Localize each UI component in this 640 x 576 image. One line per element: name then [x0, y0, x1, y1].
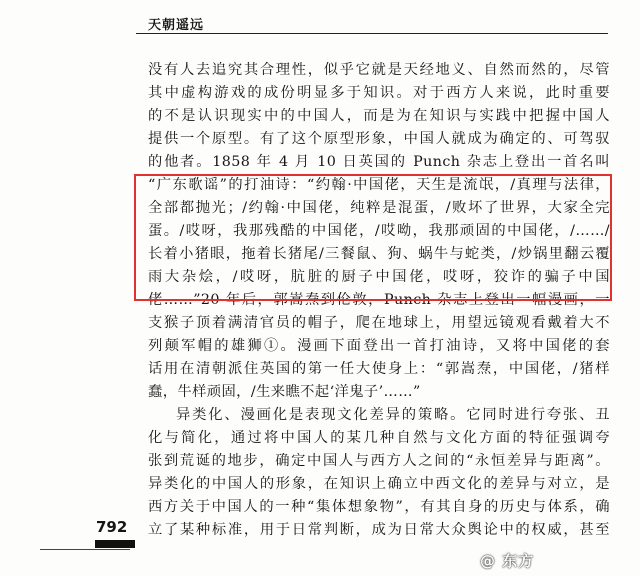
- text-line: “广东歌谣”的打油诗：“约翰·中国佬，天生是流氓，/真理与法律，: [148, 177, 610, 193]
- paragraph-start-line: 异类化、漫画化是表现文化差异的策略。它同时进行夸张、丑: [176, 407, 610, 423]
- text-line: 佬……”20 年后，郭嵩焘到伦敦，Punch 杂志上登出一幅漫画，一: [148, 292, 610, 308]
- text-line: 支猴子顶着满清官员的帽子，爬在地球上，用望远镜观看戴着大不: [148, 315, 610, 331]
- text-line: 雨大杂烩，/哎呀，肮脏的厨子中国佬，哎呀，狡诈的骗子中国: [148, 269, 610, 285]
- text-line: 蠢，牛样顽固，/生来瞧不起‘洋鬼子’……”: [148, 384, 421, 400]
- text-line: 长着小猪眼，拖着长猪尾/三餐鼠、狗、蜗牛与蛇类，/炒锅里翻云覆: [148, 246, 610, 262]
- text-line: 其中虚构游戏的成份明显多于知识。对于西方人来说，此时重要: [148, 85, 610, 101]
- watermark: @ 东方: [480, 552, 535, 570]
- text-line: 的不是认识现实中的中国人，而是为在知识与实践中把握中国人: [148, 108, 610, 124]
- text-line: 立了某种标准，用于日常判断，成为日常大众舆论中的权威，甚至: [148, 522, 610, 538]
- text-line: 全部都抛光；/约翰·中国佬，纯粹是混蛋，/败坏了世界，大家全完: [148, 200, 610, 216]
- text-line: 没有人去追究其合理性，似乎它就是天经地义、自然而然的，尽管: [148, 62, 610, 78]
- text-line: 西方关于中国人的一种“集体想象物”，有其自身的历史与体系，确: [148, 499, 610, 515]
- text-line: 列颠军帽的雄狮①。漫画下面登出一首打油诗，又将中国佬的套: [148, 338, 610, 354]
- text-line: 的他者。1858 年 4 月 10 日英国的 Punch 杂志上登出一首名叫: [148, 154, 610, 170]
- text-line: 异类化的中国人的形象，在知识上确立中西文化的差异与对立，是: [148, 476, 610, 492]
- text-line: 化与简化，通过将中国人的某几种自然与文化方面的特征强调夸: [148, 430, 610, 446]
- running-head: 天朝遥远: [148, 18, 205, 33]
- page-number: 792: [96, 518, 128, 536]
- text-line: 张到荒诞的地步，确定中国人与西方人之间的“永恒差异与距离”。: [148, 453, 610, 469]
- footer-rule: [40, 549, 130, 550]
- footer-bar: [95, 540, 135, 548]
- text-line: 提供一个原型。有了这个原型形象，中国人就成为确定的、可驾驭: [148, 131, 610, 147]
- header-rule: [136, 33, 608, 34]
- body-text: [148, 59, 610, 542]
- text-line: 话用在清朝派住英国的第一任大使身上：“郭嵩焘，中国佬，/猪样: [148, 361, 610, 377]
- text-line: 蛋。/哎呀，我那残酷的中国佬，/哎呦，我那顽固的中国佬，/……/: [148, 223, 610, 239]
